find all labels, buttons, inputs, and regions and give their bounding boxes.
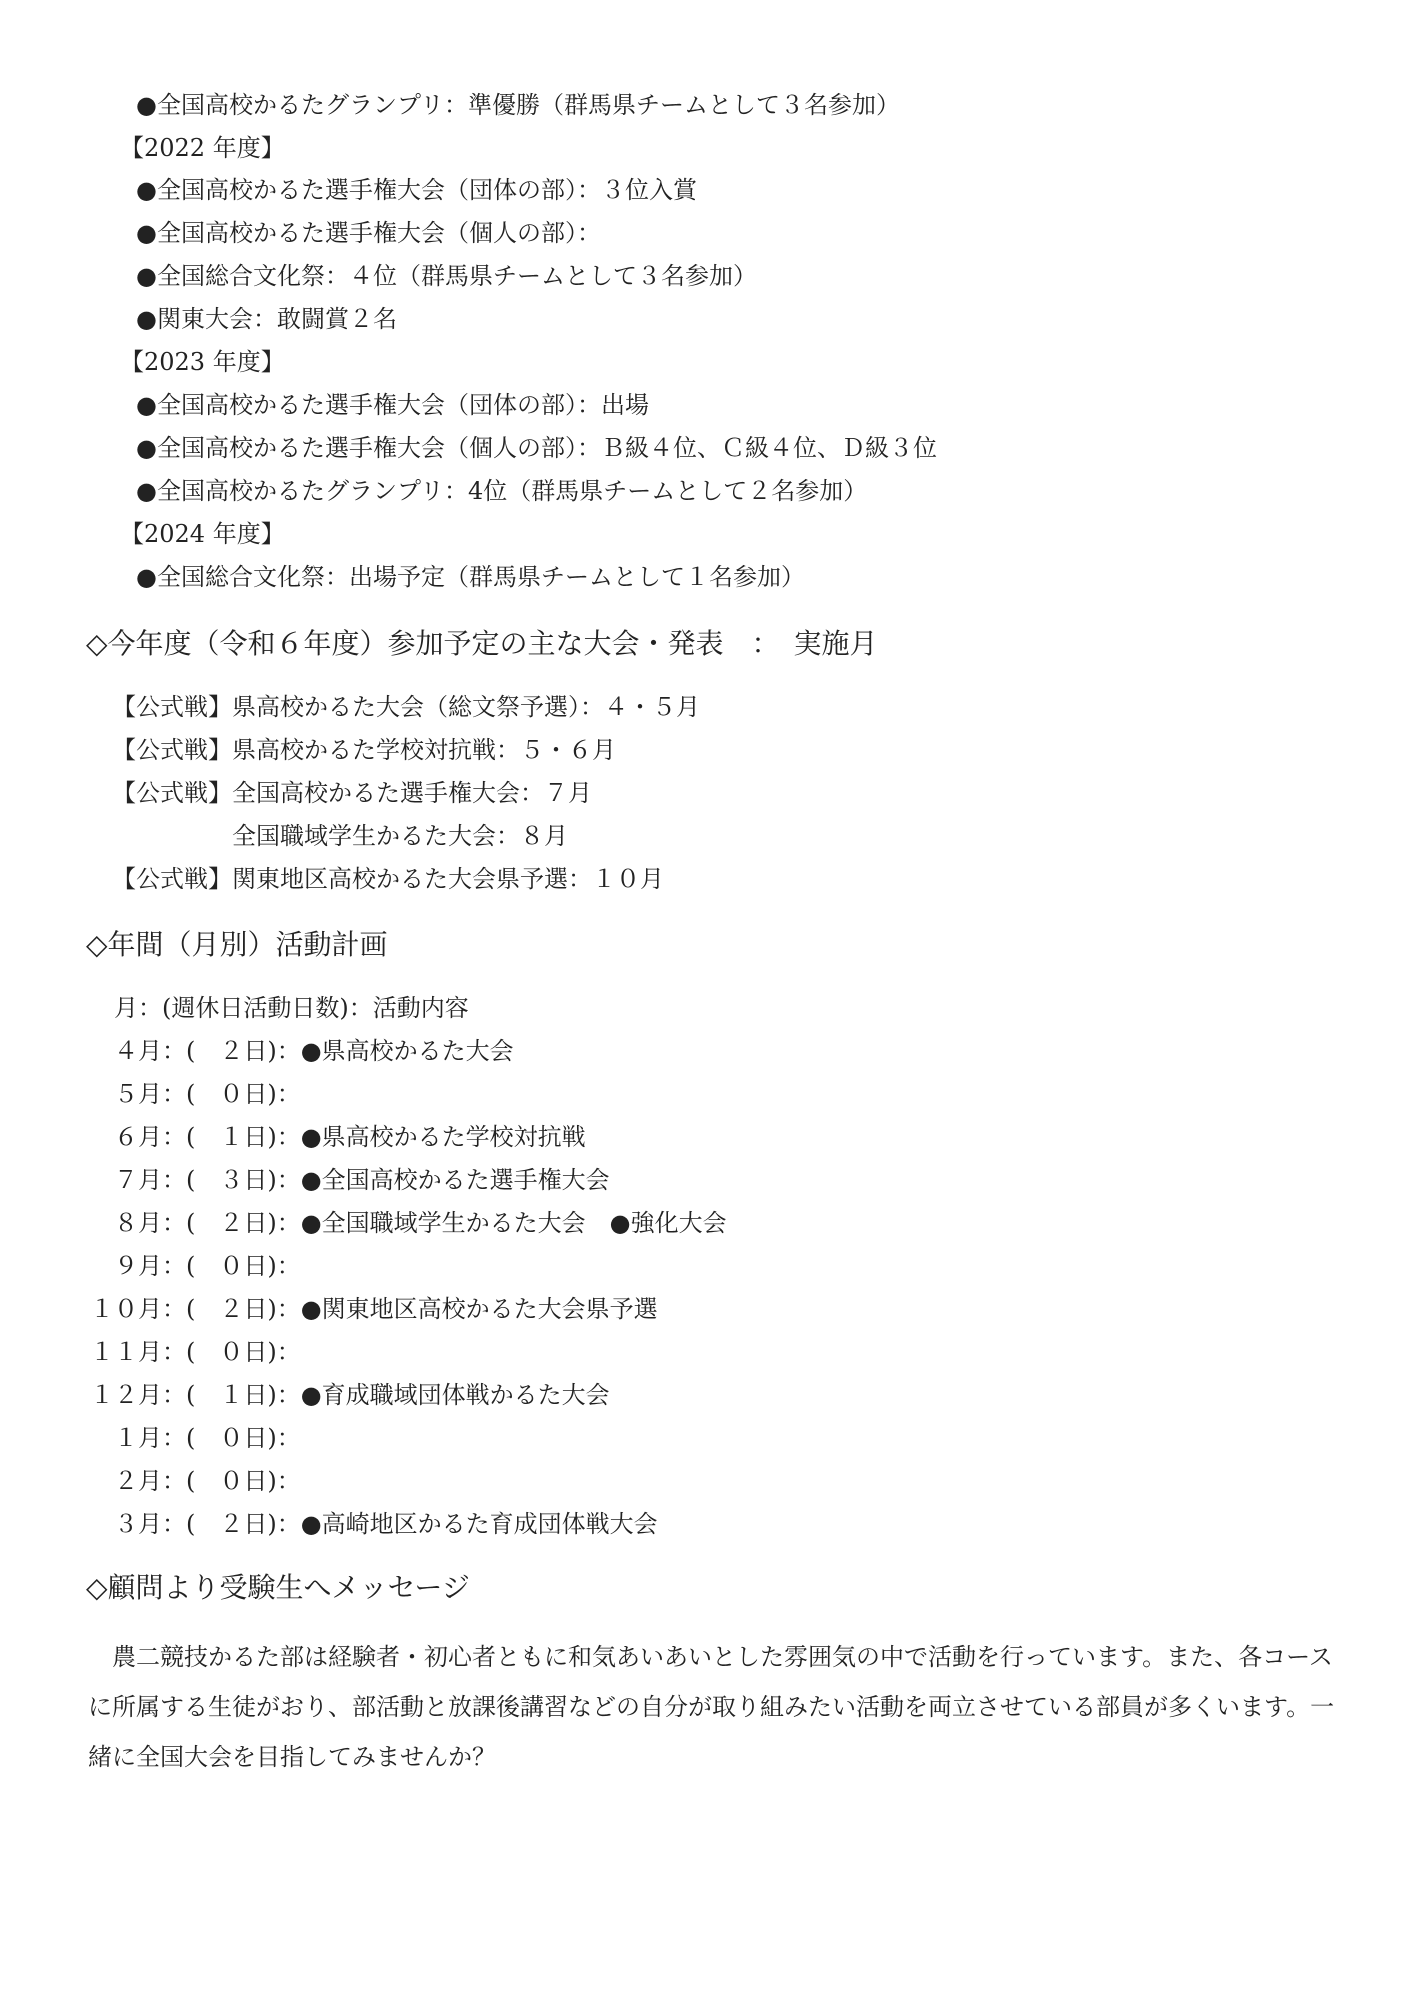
year-label-2024: 【2024 年度】 [120, 520, 285, 548]
plan-row: ３月：( ２日)：●高崎地区かるた育成団体戦大会 [114, 1510, 658, 1538]
competition-item: 【公式戦】県高校かるた大会（総文祭予選）：４・５月 [112, 693, 700, 721]
plan-row: １０月：( ２日)：●関東地区高校かるた大会県予選 [90, 1295, 658, 1323]
competition-item: 【公式戦】関東地区高校かるた大会県予選：１０月 [112, 865, 664, 893]
plan-row: ４月：( ２日)：●県高校かるた大会 [114, 1037, 514, 1065]
result-line: ●全国高校かるたグランプリ：準優勝（群馬県チームとして３名参加） [136, 91, 900, 119]
result-line: ●全国高校かるた選手権大会（団体の部）：出場 [136, 391, 649, 419]
plan-header-row: 月：(週休日活動日数)：活動内容 [114, 994, 469, 1022]
plan-heading: ◇年間（月別）活動計画 [86, 928, 388, 961]
competitions-heading: ◇今年度（令和６年度）参加予定の主な大会・発表 ： 実施月 [86, 627, 878, 660]
year-label-2023: 【2023 年度】 [120, 348, 285, 376]
competition-item: 【公式戦】県高校かるた学校対抗戦：５・６月 [112, 736, 616, 764]
plan-row: ５月：( ０日)： [114, 1080, 301, 1108]
result-line: ●全国高校かるた選手権大会（個人の部）：Ｂ級４位、Ｃ級４位、Ｄ級３位 [136, 434, 937, 462]
result-line: ●全国総合文化祭：出場予定（群馬県チームとして１名参加） [136, 563, 805, 591]
plan-row: ７月：( ３日)：●全国高校かるた選手権大会 [114, 1166, 610, 1194]
plan-row: ８月：( ２日)：●全国職域学生かるた大会 ●強化大会 [114, 1209, 727, 1237]
plan-row: ９月：( ０日)： [114, 1252, 301, 1280]
plan-row: １２月：( １日)：●育成職域団体戦かるた大会 [90, 1381, 610, 1409]
message-body: 農二競技かるた部は経験者・初心者ともに和気あいあいとした雰囲気の中で活動を行っています。また、各コースに所属する生徒がおり、部活動と放課後講習などの自分が取り組みたい活動を両立させている部員が多くいます。一緒に全国大会を目指してみませんか？ [88, 1643, 1335, 1771]
result-line: ●全国総合文化祭：４位（群馬県チームとして３名参加） [136, 262, 757, 290]
result-line: ●全国高校かるたグランプリ：4位（群馬県チームとして２名参加） [136, 477, 868, 505]
plan-row: ２月：( ０日)： [114, 1467, 301, 1495]
message-heading: ◇顧問より受験生へメッセージ [86, 1571, 470, 1604]
competition-item: 【公式戦】全国高校かるた選手権大会：７月 [112, 779, 592, 807]
result-line: ●全国高校かるた選手権大会（団体の部）：３位入賞 [136, 176, 697, 204]
plan-row: １１月：( ０日)： [90, 1338, 301, 1366]
competition-item: 全国職域学生かるた大会：８月 [112, 822, 568, 850]
plan-row: １月：( ０日)： [114, 1424, 301, 1452]
result-line: ●関東大会：敢闘賞２名 [136, 305, 397, 333]
result-line: ●全国高校かるた選手権大会（個人の部）： [136, 219, 601, 247]
year-label-2022: 【2022 年度】 [120, 134, 285, 162]
plan-row: ６月：( １日)：●県高校かるた学校対抗戦 [114, 1123, 586, 1151]
